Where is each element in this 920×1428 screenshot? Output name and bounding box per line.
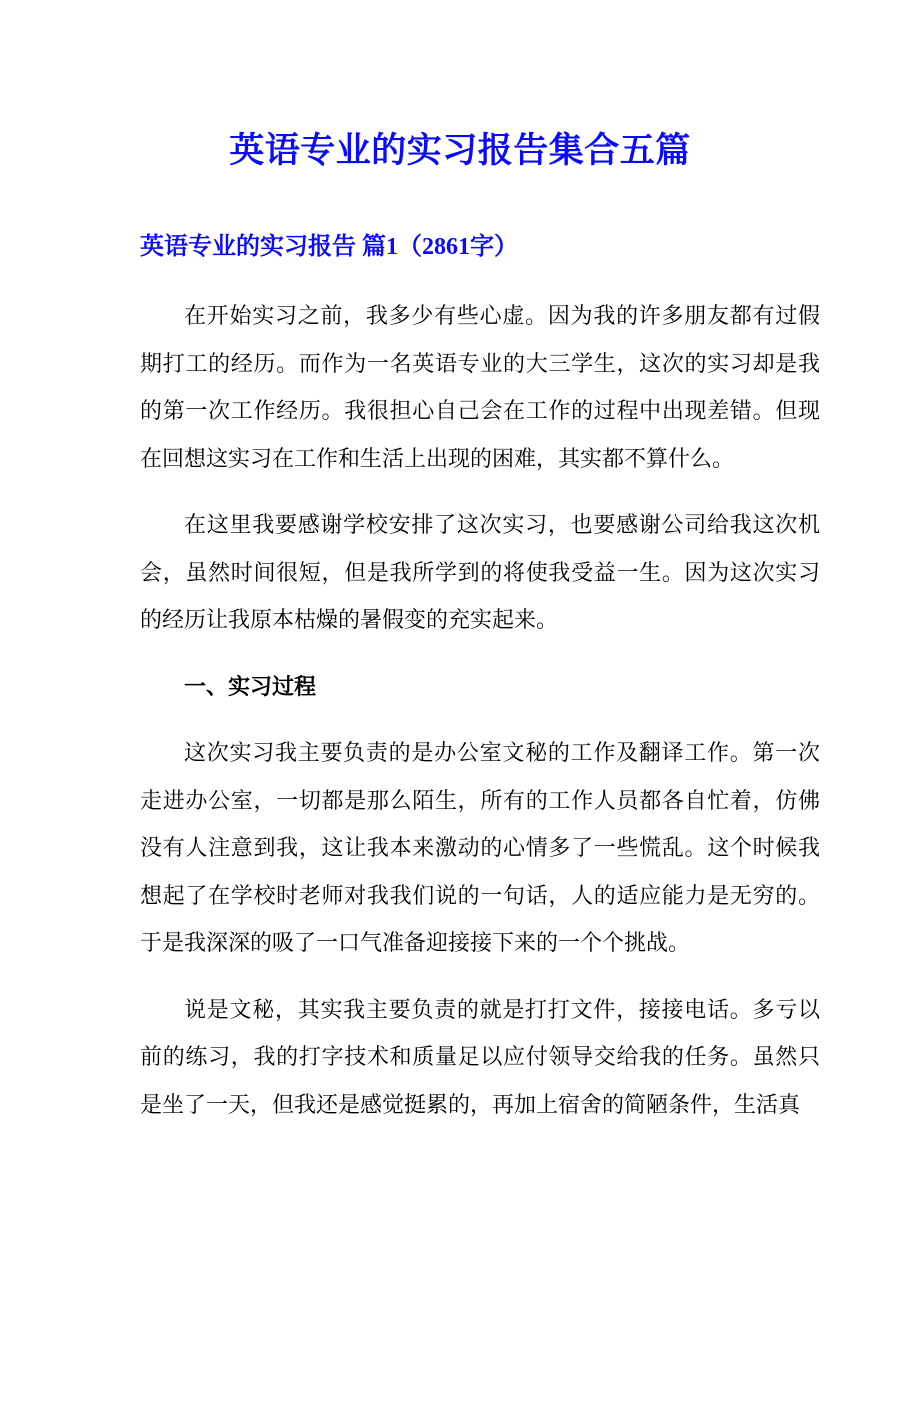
document-page (0, 126, 920, 1428)
section-title: 英语专业的实习报告 篇1（2861字） (140, 234, 518, 260)
paragraph-process: 这次实习我主要负责的是办公室文秘的工作及翻译工作。第一次走进办公室，一切都是那么陌生，所有的工作人员都各自忙着，仿佛没有人注意到我，这让我本来激动的心情多了一些慌乱。这个时候我想起了在学校时老师对我我们说的一句话，人的适应能力是无穷的。于是我深深的吸了一口气准备迎接接下来的一个个挑战。 (140, 740, 820, 955)
paragraph-thanks: 在这里我要感谢学校安排了这次实习，也要感谢公司给我这次机会，虽然时间很短，但是我所学到的将使我受益一生。因为这次实习的经历让我原本枯燥的暑假变的充实起来。 (140, 512, 820, 632)
paragraph-secretary-work: 说是文秘，其实我主要负责的就是打打文件，接接电话。多亏以前的练习，我的打字技术和质量足以应付领导交给我的任务。虽然只是坐了一天，但我还是感觉挺累的，再加上宿舍的简陋条件，生活真 (140, 996, 820, 1117)
document-title: 英语专业的实习报告集合五篇 (229, 131, 691, 170)
subheading-internship-process: 一、实习过程 (184, 673, 317, 699)
paragraph-intro: 在开始实习之前，我多少有些心虚。因为我的许多朋友都有过假期打工的经历。而作为一名英语专业的大三学生，这次的实习却是我的第一次工作经历。我很担心自己会在工作的过程中出现差错。但现在回想这实习在工作和生活上出现的困难，其实都不算什么。 (140, 303, 820, 471)
